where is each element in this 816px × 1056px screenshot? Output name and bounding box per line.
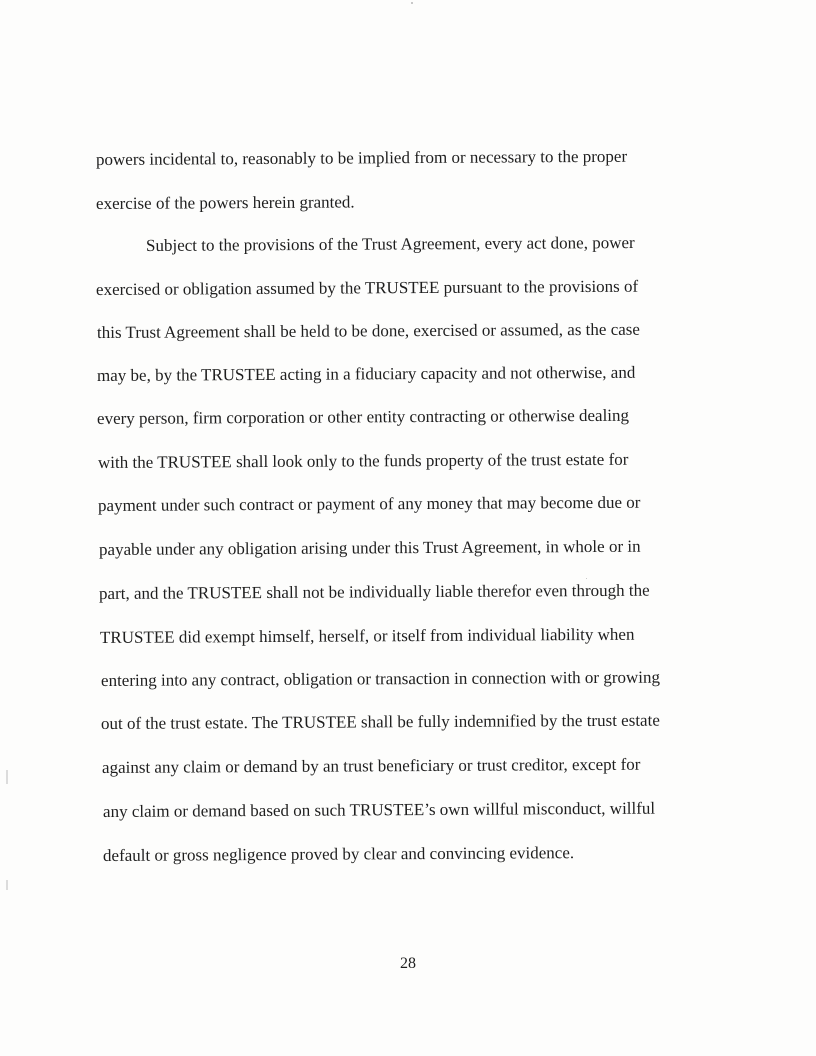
text-line: payment under such contract or payment of any money that may become due or	[97, 492, 641, 515]
text-line: powers incidental to, reasonably to be implied from or necessary to the proper	[95, 146, 628, 169]
text-line: exercise of the powers herein granted.	[95, 192, 355, 213]
text-line: TRUSTEE did exempt himself, herself, or itself from individual liability when	[99, 624, 635, 647]
text-line: any claim or demand based on such TRUSTEE’s own willful misconduct, willful	[102, 798, 656, 821]
text-line: against any claim or demand by an trust beneficiary or trust creditor, except for	[101, 754, 641, 777]
text-line: this Trust Agreement shall be held to be done, exercised or assumed, as the case	[96, 319, 640, 342]
scan-edge-mark	[6, 880, 8, 890]
text-line: exercised or obligation assumed by the TRUSTEE pursuant to the provisions of	[95, 276, 639, 299]
text-line: Subject to the provisions of the Trust Agreement, every act done, power	[145, 233, 635, 255]
text-line: part, and the TRUSTEE shall not be individually liable therefor even through the	[98, 580, 650, 603]
text-line: out of the trust estate. The TRUSTEE shall be fully indemnified by the trust estate	[100, 710, 660, 733]
text-line: payable under any obligation arising under this Trust Agreement, in whole or in	[98, 536, 641, 559]
page-number: 28	[400, 955, 416, 972]
text-line: every person, firm corporation or other entity contracting or otherwise dealing	[96, 405, 630, 428]
text-line: entering into any contract, obligation or transaction in connection with or growing	[100, 667, 661, 690]
scan-speck	[586, 578, 587, 579]
scan-speck	[411, 2, 413, 4]
text-line: with the TRUSTEE shall look only to the funds property of the trust estate for	[97, 449, 629, 472]
text-line: may be, by the TRUSTEE acting in a fiduciary capacity and not otherwise, and	[96, 362, 636, 385]
scan-edge-mark	[6, 770, 8, 784]
text-line: default or gross negligence proved by clear and convincing evidence.	[102, 843, 575, 865]
